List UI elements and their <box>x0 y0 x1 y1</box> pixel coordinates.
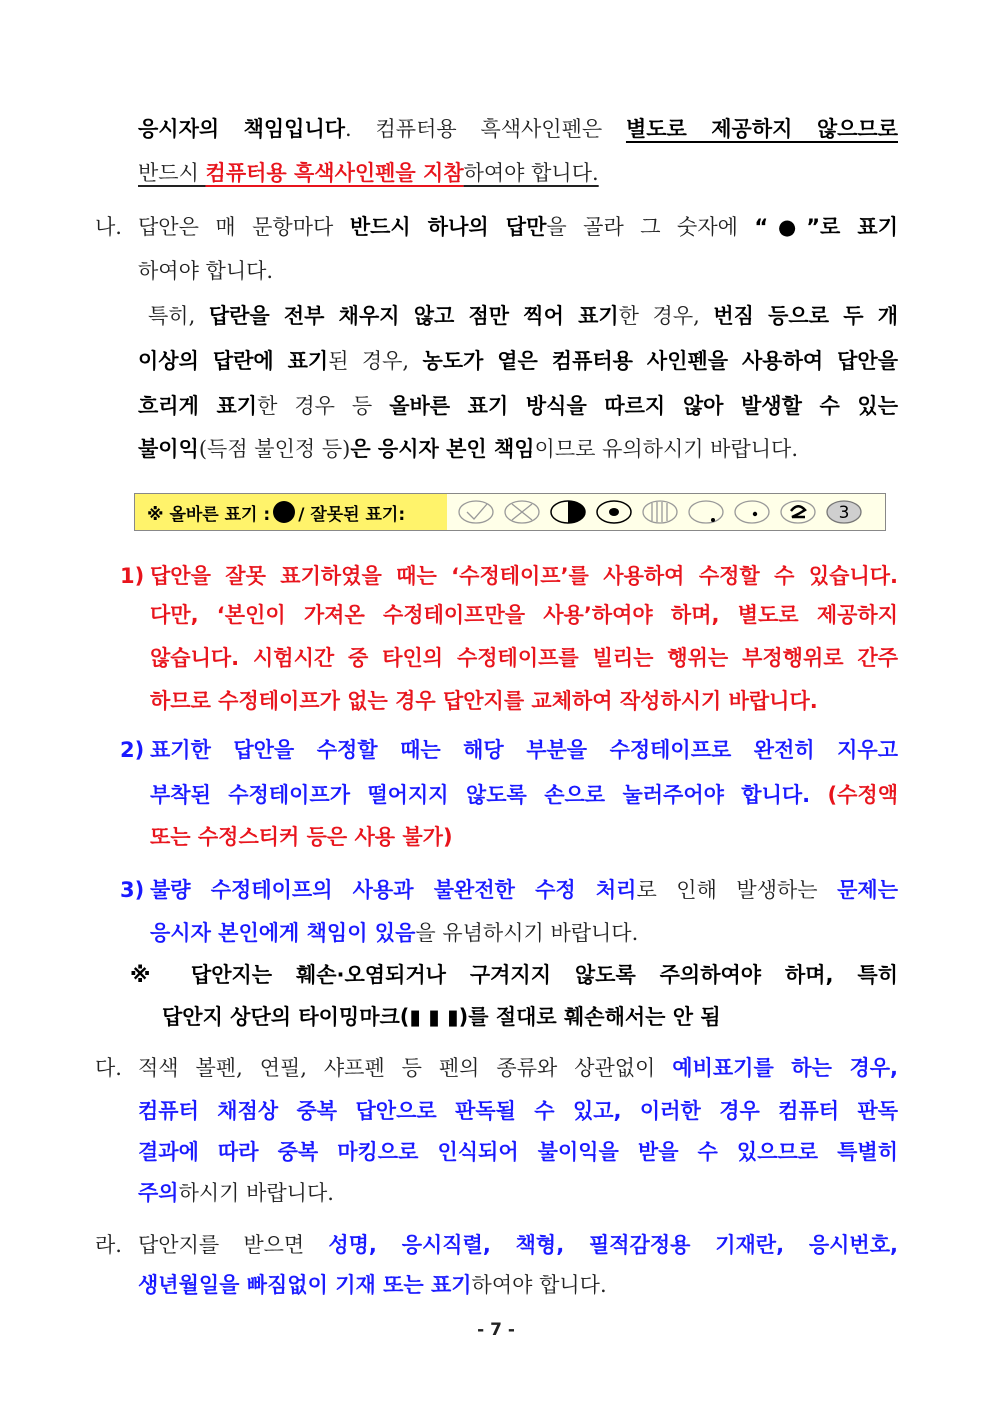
section-marker: 다. <box>95 1056 122 1080</box>
item3-line-2: 응시자 본인에게 책임이 있음을 유념하시기 바랍니다. <box>150 921 639 945</box>
item-marker: 3) <box>120 878 145 902</box>
section-na-line-1: 답안은 매 문항마다 반드시 하나의 답만을 골라 그 숫자에 “●”로 표기 <box>138 215 898 239</box>
half-filled-circle-icon <box>551 501 585 523</box>
svg-text:3: 3 <box>838 503 850 523</box>
item1-line-2: 다만, ‘본인이 가져온 수정테이프만을 사용’하여야 하며, 별도로 제공하지 <box>150 603 898 627</box>
section-da-line-2: 컴퓨터 채점상 중복 답안으로 판독될 수 있고, 이러한 경우 컴퓨터 판독 <box>138 1099 898 1123</box>
item1-line-4: 하므로 수정테이프가 없는 경우 답안지를 교체하여 작성하시기 바랍니다. <box>150 689 818 713</box>
filled-circle-icon <box>272 500 296 524</box>
section-marker: 나. <box>95 215 122 239</box>
emphasis-text: 별도로 제공하지 않으므로 <box>625 117 898 141</box>
striped-circle-icon <box>643 501 677 523</box>
section-da-line-3: 결과에 따라 중복 마킹으로 인식되어 불이익을 받을 수 있으므로 특별히 <box>138 1140 898 1164</box>
item-marker: 2) <box>120 738 145 762</box>
emphasis-text: 응시자의 책임입니다 <box>138 117 346 141</box>
number-3-circle-icon <box>827 501 861 523</box>
section-marker: 라. <box>95 1233 122 1257</box>
item1-line-3: 않습니다. 시험시간 중 타인의 수정테이프를 빌리는 행위는 부정행위로 간주 <box>150 646 898 670</box>
section-na-line-2: 하여야 합니다. <box>138 259 274 283</box>
item1-line-1: 답안을 잘못 표기하였을 때는 ‘수정테이프’를 사용하여 수정할 수 있습니다. <box>150 564 898 588</box>
section-na-line-3: 특히, 답란을 전부 채우지 않고 점만 찍어 표기한 경우, 번짐 등으로 두 개 <box>148 304 898 328</box>
emphasis-text: 컴퓨터용 흑색사인펜을 지참 <box>205 161 464 185</box>
section-na-line-4: 이상의 답란에 표기된 경우, 농도가 옅은 컴퓨터용 사인펜을 사용하여 답안을 <box>138 349 898 373</box>
section-na-line-5: 흐리게 표기한 경우 등 올바른 표기 방식을 따르지 않아 발생할 수 있는 <box>138 394 898 418</box>
page-number: - 7 - <box>477 1320 515 1340</box>
legend-label: ※ 올바른 표기 : / 잘못된 표기: <box>135 494 447 530</box>
small-dot-circle-icon <box>735 501 769 523</box>
section-na-line-6: 불이익(득점 불인정 등)은 응시자 본인 책임이므로 유의하시기 바랍니다. <box>138 437 799 461</box>
section-ra-line-2: 생년월일을 빠짐없이 기재 또는 표기하여야 합니다. <box>138 1273 607 1297</box>
partial-mark-circle-icon <box>689 501 723 523</box>
dot-circle-icon <box>597 501 631 523</box>
section-ra-line-1: 답안지를 받으면 성명, 응시직렬, 책형, 필적감정용 기재란, 응시번호, <box>138 1233 898 1257</box>
note-line-1: ※ 답안지는 훼손·오염되거나 구겨지지 않도록 주의하여야 하며, 특히 <box>130 963 898 987</box>
wrong-mark-icons <box>455 498 875 526</box>
x-circle-icon <box>505 501 539 523</box>
note-line-2: 답안지 상단의 타이밍마크(▮ ▮ ▮)를 절대로 훼손해서는 안 됨 <box>162 1005 721 1029</box>
empty-check-circle-icon <box>459 501 493 523</box>
scribble-circle-icon <box>781 501 815 523</box>
item2-line-1: 표기한 답안을 수정할 때는 해당 부분을 수정테이프로 완전히 지우고 <box>150 738 898 762</box>
marking-legend <box>134 493 886 531</box>
section-da-line-4: 주의하시기 바랍니다. <box>138 1181 334 1205</box>
item2-line-2: 부착된 수정테이프가 떨어지지 않도록 손으로 눌러주어야 합니다. (수정액 <box>150 783 898 807</box>
item3-line-1: 불량 수정테이프의 사용과 불완전한 수정 처리로 인해 발생하는 문제는 <box>150 878 898 902</box>
continued-line-1: 응시자의 책임입니다. 컴퓨터용 흑색사인펜은 별도로 제공하지 않으므로 <box>138 117 898 141</box>
item-marker: 1) <box>120 564 145 588</box>
item2-line-3: 또는 수정스티커 등은 사용 불가) <box>150 825 453 849</box>
section-da-line-1: 적색 볼펜, 연필, 샤프펜 등 펜의 종류와 상관없이 예비표기를 하는 경우, <box>138 1056 898 1080</box>
continued-line-2: 반드시 컴퓨터용 흑색사인펜을 지참하여야 합니다. <box>138 161 599 185</box>
